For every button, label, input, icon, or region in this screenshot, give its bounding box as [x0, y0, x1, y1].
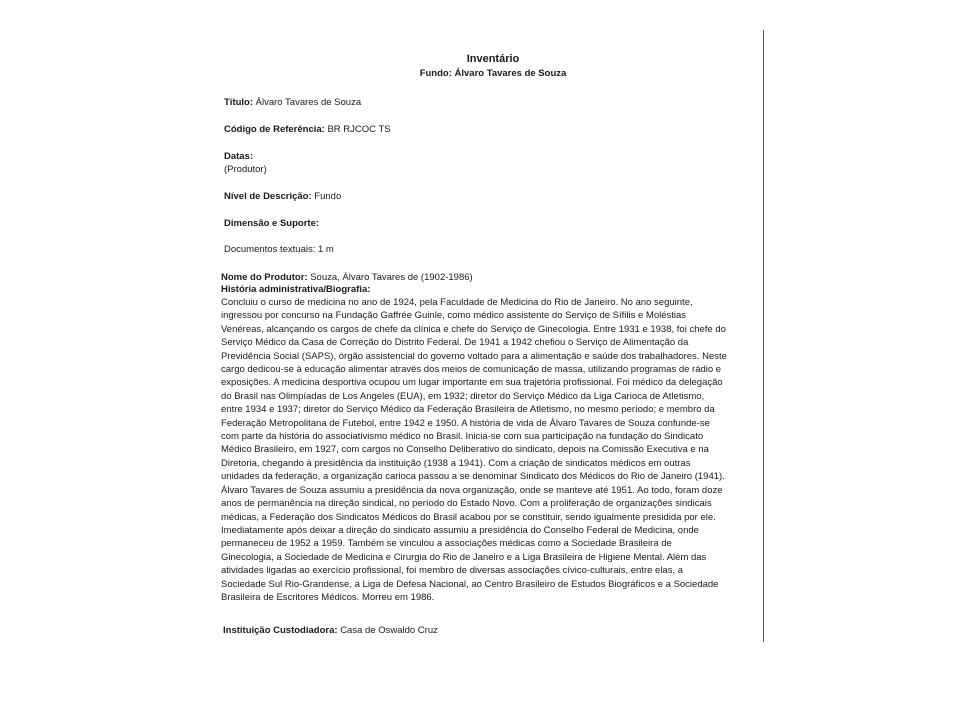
document-subtitle: Fundo: Álvaro Tavares de Souza — [419, 68, 567, 79]
biography-line: entre 1934 e 1937; diretor do Serviço Médico da Federação Brasileira de Atletismo, no mesmo período; e membro da — [221, 404, 715, 416]
biography-line: Álvaro Tavares de Souza assumiu a presidência da nova organização, onde se manteve até 1951. Ao todo, foram doze — [221, 484, 723, 496]
biography-line: exposições. A medicina desportiva ocupou um lugar importante em sua trajetória profissional. Foi médico da delegação — [221, 377, 723, 389]
field-nivel-label: Nível de Descrição: — [224, 191, 312, 202]
field-titulo-label: Título: — [224, 97, 254, 108]
biography-line: Venéreas, alcançando os cargos de chefe da clínica e chefe do Serviço de Ginecologia. Entre 1931 e 1938, foi chefe do — [221, 323, 726, 335]
page-right-border — [763, 30, 764, 642]
biography-line: Ginecologia, a Sociedade de Medicina e Cirurgia do Rio de Janeiro e a Liga Brasileira de Higiene Mental. Além das — [221, 551, 707, 563]
field-dimensao-label: Dimensão e Suporte: — [224, 218, 320, 229]
field-instituicao-label: Instituição Custodiadora: — [223, 625, 338, 636]
biography-line: Diretoria, chegando à presidência da instituição (1938 a 1941). Com a criação de sindicatos médicos em outras — [221, 457, 691, 469]
biography-line: com parte da história do associativismo médico no Brasil. Inicia-se com sua participação na fundação do Sindicato — [221, 431, 704, 443]
field-dimensao-label-row — [224, 218, 319, 229]
biography-line: Sociedade Sul Rio-Grandense, a Liga de Defesa Nacional, ao Centro Brasileiro de Estudos Biográficos e a Sociedade — [221, 578, 719, 590]
field-produtor — [221, 272, 473, 283]
biography-line: Concluiu o curso de medicina no ano de 1924, pela Faculdade de Medicina do Rio de Janeiro. No ano seguinte, — [221, 297, 693, 308]
biography-line: médicas, a Federação dos Sindicatos Médicos do Brasil acabou por se constituir, sendo igualmente presidida por ele. — [221, 511, 716, 523]
field-titulo — [224, 97, 361, 108]
field-produtor-value: Souza, Álvaro Tavares de (1902-1986) — [310, 272, 473, 283]
biography-line: atividades ligadas ao exercício profissional, foi membro de diversas associações cívico-culturais, entre elas, a — [221, 565, 684, 577]
field-codigo — [224, 124, 391, 135]
field-instituicao-value: Casa de Oswaldo Cruz — [340, 625, 438, 636]
biography-line: Serviço Médico da Casa de Correção do Distrito Federal. De 1941 a 1942 chefiou o Serviço de Alimentação da — [221, 337, 689, 349]
biography-line: Brasileira de Escritores Médicos. Morreu em 1986. — [221, 591, 435, 603]
field-codigo-value: BR RJCOC TS — [327, 124, 391, 135]
biography-line: do Brasil nas Olimpíadas de Los Angeles (EUA), em 1932; diretor do Serviço Médico da Liga Carioca de Atletismo, — [221, 390, 705, 402]
biography-line: Médico Brasileiro, em 1927, com cargos no Conselho Deliberativo do sindicato, depois na Comissão Executiva e na — [221, 444, 709, 456]
biography-text — [221, 296, 761, 604]
field-dimensao-value: Documentos textuais: 1 m — [224, 244, 334, 255]
field-nivel — [224, 191, 341, 202]
field-historia-label: História administrativa/Biografia: — [221, 284, 371, 295]
biography-line: Previdência Social (SAPS), órgão assistencial do governo voltado para a alimentação e saúde dos trabalhadores. Neste — [221, 350, 727, 362]
field-titulo-value: Álvaro Tavares de Souza — [255, 97, 362, 108]
biography-line: Federação Metropolitana de Futebol, entre 1942 e 1950. A história de vida de Álvaro Tavares de Souza confunde-se — [221, 417, 710, 429]
field-datas-value: (Produtor) — [224, 164, 267, 175]
biography-line: cargo dedicou-se à educação alimentar através dos meios de comunicação de massa, utilizando programas de rádio e — [221, 364, 722, 376]
biography-line: unidades da federação, a organização carioca passou a se denominar Sindicato dos Médicos do Rio de Janeiro (1941). — [221, 471, 725, 483]
biography-line: ingressou por concurso na Fundação Gaffrée Guinle, como médico assistente do Serviço de Sífilis e Moléstias — [221, 310, 687, 322]
field-produtor-label: Nome do Produtor: — [221, 272, 308, 283]
field-historia-label-row — [221, 284, 370, 295]
field-instituicao — [223, 625, 438, 636]
document-title: Inventário — [466, 53, 520, 65]
biography-line: permaneceu de 1952 a 1959. Também se vinculou a associações médicas como a Sociedade Brasileira de — [221, 538, 672, 550]
field-nivel-value: Fundo — [314, 191, 342, 202]
field-codigo-label: Código de Referência: — [224, 124, 325, 135]
biography-line: Imediatamente após deixar a direção do sindicato assumiu a presidência do Conselho Federal de Medicina, onde — [221, 524, 699, 536]
biography-line: anos de permanência na direção sindical, no período do Estado Novo. Com a proliferação de organizações sindicais — [221, 498, 712, 510]
field-datas-label: Datas: — [224, 151, 254, 162]
field-datas-label-row — [224, 151, 253, 162]
